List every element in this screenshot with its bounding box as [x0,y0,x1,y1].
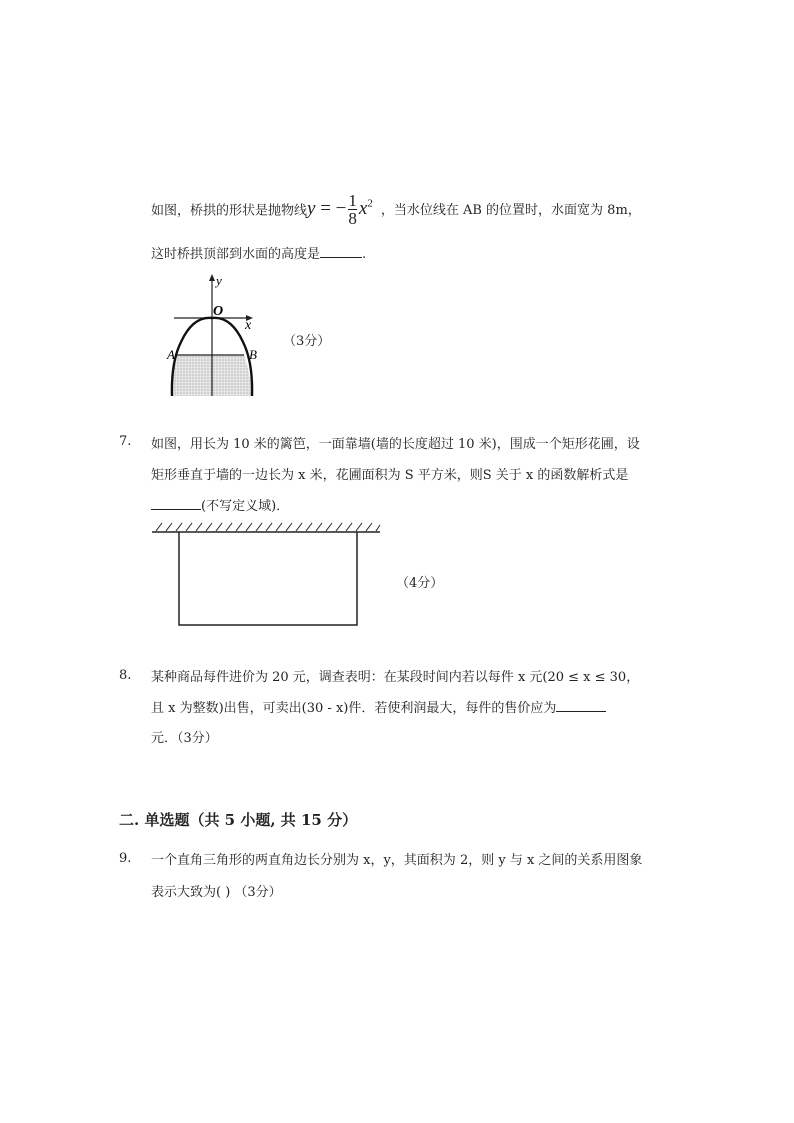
q6-text-after: ，当水位线在 AB 的位置时，水面宽为 8m， [380,203,641,219]
q7-fence-rectangle [179,532,357,625]
svg-text:O: O [213,304,224,319]
q8-answer-blank[interactable] [556,699,606,712]
q6-bridge-figure [165,272,265,400]
svg-text:B: B [249,347,257,362]
q8-number: 8. [119,668,132,683]
svg-text:y: y [216,273,222,288]
q7-line1: 如图，用长为 10 米的篱笆，一面靠墙(墙的长度超过 10 米)，围成一个矩形花圃，设 [151,437,640,452]
q7-line3: (不写定义域)． [151,495,289,514]
q8-line2: 且 x 为整数)出售，可卖出(30 - x)件．若使利润最大，每件的售价应为 [151,697,606,716]
q8-line3: 元．（3分） [151,731,218,746]
q9-line1: 一个直角三角形的两直角边长分别为 x，y，其面积为 2，则 y 与 x 之间的关系用图象 [151,853,643,868]
q7-answer-blank[interactable] [151,497,201,510]
q6-answer-blank[interactable] [320,245,362,258]
q7-fence-figure [150,520,382,630]
q7-line2: 矩形垂直于墙的一边长为 x 米，花圃面积为 S 平方米，则S 关于 x 的函数解析式是 [151,468,629,483]
q9-number: 9. [119,851,132,866]
q6-line1 [151,186,641,229]
q7-score: （4分） [396,576,444,591]
q8-line1: 某种商品每件进价为 20 元，调查表明：在某段时间内若以每件 x 元(20 ≤ x ≤ 30， [151,670,640,685]
section-heading: 二. 单选题（共 5 小题, 共 15 分） [119,811,358,829]
q6-line2: 这时桥拱顶部到水面的高度是 . [151,247,367,262]
q6-fraction: $\frac{1}{8}$ [348,191,357,229]
q6-formula: y = − $\frac{1}{8}$ $x^2$ [307,191,373,229]
svg-text:A: A [167,347,175,362]
q7-wall-hatching [156,523,380,531]
q7-number: 7. [119,434,132,449]
svg-text:x: x [245,318,252,333]
q6-score: （3分） [283,334,331,349]
q6-text-before: 如图，桥拱的形状是抛物线 [151,203,308,219]
q9-line2: 表示大致为( ) （3分） [151,885,282,900]
